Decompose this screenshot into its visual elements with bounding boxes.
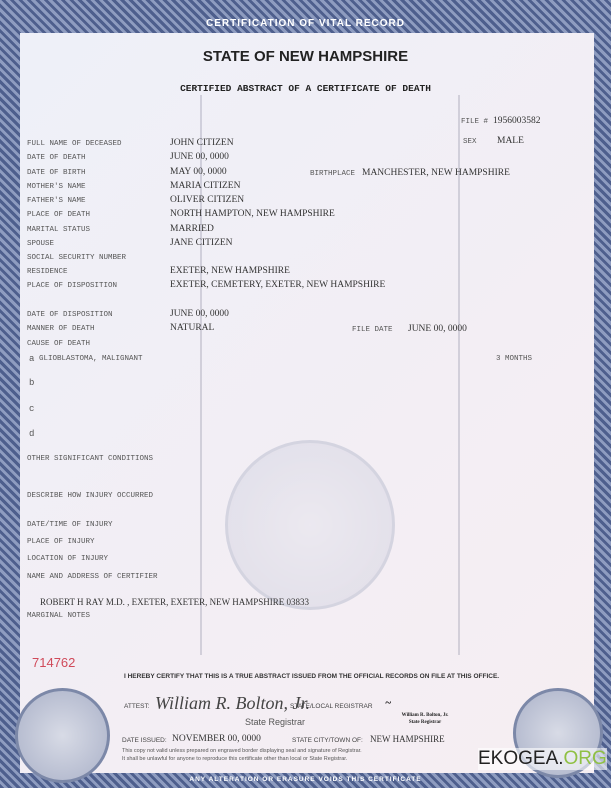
field-label: DATE OF BIRTH bbox=[27, 169, 86, 177]
field-label: DATE OF DEATH bbox=[27, 154, 86, 162]
file-label: FILE # bbox=[461, 118, 489, 126]
field-value: MAY 00, 0000 bbox=[170, 167, 227, 177]
cause-d-letter: d bbox=[29, 429, 35, 439]
registrar-signature: ~ bbox=[385, 697, 392, 709]
field-label: CAUSE OF DEATH bbox=[27, 340, 91, 348]
state-local-registrar-label: STATE/LOCAL REGISTRAR bbox=[290, 703, 373, 710]
field-label: MOTHER'S NAME bbox=[27, 183, 86, 191]
field-value: OLIVER CITIZEN bbox=[170, 195, 245, 205]
date-issued-label: DATE ISSUED: bbox=[122, 737, 167, 744]
attest-label: ATTEST: bbox=[124, 703, 150, 710]
date-issued-value: NOVEMBER 00, 0000 bbox=[172, 734, 261, 744]
state-registrar-caption: State Registrar bbox=[245, 717, 306, 727]
field-label: DATE OF DISPOSITION bbox=[27, 311, 113, 319]
cause-a-interval: 3 MONTHS bbox=[496, 355, 533, 363]
city-label: STATE CITY/TOWN OF: bbox=[292, 737, 363, 744]
field-label: RESIDENCE bbox=[27, 268, 68, 276]
certifier-label: NAME AND ADDRESS OF CERTIFIER bbox=[27, 573, 158, 581]
field-label: MANNER OF DEATH bbox=[27, 325, 95, 333]
file-number: 1956003582 bbox=[493, 116, 541, 126]
fine-print-1: This copy not valid unless prepared on engraved border displaying seal and signature of Registrar. bbox=[122, 748, 362, 754]
attest-signature: William R. Bolton, Jr. bbox=[155, 693, 310, 713]
field-label: MARITAL STATUS bbox=[27, 226, 91, 234]
sex-value: MALE bbox=[497, 136, 524, 146]
birthplace-label: BIRTHPLACE bbox=[310, 170, 356, 178]
field-value: MARIA CITIZEN bbox=[170, 181, 241, 191]
injury-place-label: PLACE OF INJURY bbox=[27, 538, 95, 546]
other-conditions-label: OTHER SIGNIFICANT CONDITIONS bbox=[27, 455, 154, 463]
field-label: PLACE OF DISPOSITION bbox=[27, 282, 118, 290]
top-band: CERTIFICATION OF VITAL RECORD bbox=[206, 18, 405, 29]
cause-c-letter: c bbox=[29, 404, 35, 414]
city-value: NEW HAMPSHIRE bbox=[370, 734, 445, 744]
footer-band: ANY ALTERATION OR ERASURE VOIDS THIS CERTIFICATE bbox=[189, 776, 422, 783]
field-value: JUNE 00, 0000 bbox=[170, 309, 229, 319]
field-value: EXETER, CEMETERY, EXETER, NEW HAMPSHIRE bbox=[170, 280, 386, 290]
injury-location-label: LOCATION OF INJURY bbox=[27, 555, 109, 563]
registrar-name: William R. Bolton, Jr. bbox=[401, 713, 449, 718]
watermark-logo: EKOGEA.ORG bbox=[478, 748, 607, 769]
cause-a-value: GLIOBLASTOMA, MALIGNANT bbox=[39, 355, 143, 363]
state-seal-watermark bbox=[225, 440, 395, 610]
field-value: JUNE 00, 0000 bbox=[170, 152, 229, 162]
document-title: CERTIFIED ABSTRACT OF A CERTIFICATE OF DEATH bbox=[180, 83, 431, 94]
serial-number: 714762 bbox=[32, 655, 76, 670]
injury-description-label: DESCRIBE HOW INJURY OCCURRED bbox=[27, 492, 154, 500]
certification-statement: I HEREBY CERTIFY THAT THIS IS A TRUE ABSTRACT ISSUED FROM THE OFFICIAL RECORDS ON FILE AT THIS OFFICE. bbox=[124, 673, 500, 680]
field-value: NATURAL bbox=[170, 323, 215, 333]
field-value: EXETER, NEW HAMPSHIRE bbox=[170, 266, 290, 276]
certifier-value: ROBERT H RAY M.D. , EXETER, EXETER, NEW HAMPSHIRE 03833 bbox=[40, 597, 309, 607]
field-label: SPOUSE bbox=[27, 240, 55, 248]
cause-b-letter: b bbox=[29, 378, 35, 388]
file-date-label: FILE DATE bbox=[352, 326, 393, 334]
sex-label: SEX bbox=[463, 138, 477, 146]
field-label: FATHER'S NAME bbox=[27, 197, 86, 205]
field-value: MARRIED bbox=[170, 224, 214, 234]
field-value: JOHN CITIZEN bbox=[170, 138, 234, 148]
birthplace-value: MANCHESTER, NEW HAMPSHIRE bbox=[362, 168, 510, 178]
field-value: NORTH HAMPTON, NEW HAMPSHIRE bbox=[170, 209, 335, 219]
field-value: JANE CITIZEN bbox=[170, 238, 233, 248]
injury-datetime-label: DATE/TIME OF INJURY bbox=[27, 521, 113, 529]
registrar-title: State Registrar bbox=[408, 720, 442, 725]
field-label: SOCIAL SECURITY NUMBER bbox=[27, 254, 127, 262]
marginal-notes-label: MARGINAL NOTES bbox=[27, 612, 91, 620]
state-seal-left bbox=[15, 688, 110, 783]
file-date-value: JUNE 00, 0000 bbox=[408, 324, 467, 334]
field-label: PLACE OF DEATH bbox=[27, 211, 91, 219]
field-label: FULL NAME OF DECEASED bbox=[27, 140, 122, 148]
state-title: STATE OF NEW HAMPSHIRE bbox=[202, 48, 409, 65]
fine-print-2: It shall be unlawful for anyone to reproduce this certificate other than local or State Registrar. bbox=[122, 756, 348, 762]
cause-a-letter: a bbox=[29, 354, 35, 364]
